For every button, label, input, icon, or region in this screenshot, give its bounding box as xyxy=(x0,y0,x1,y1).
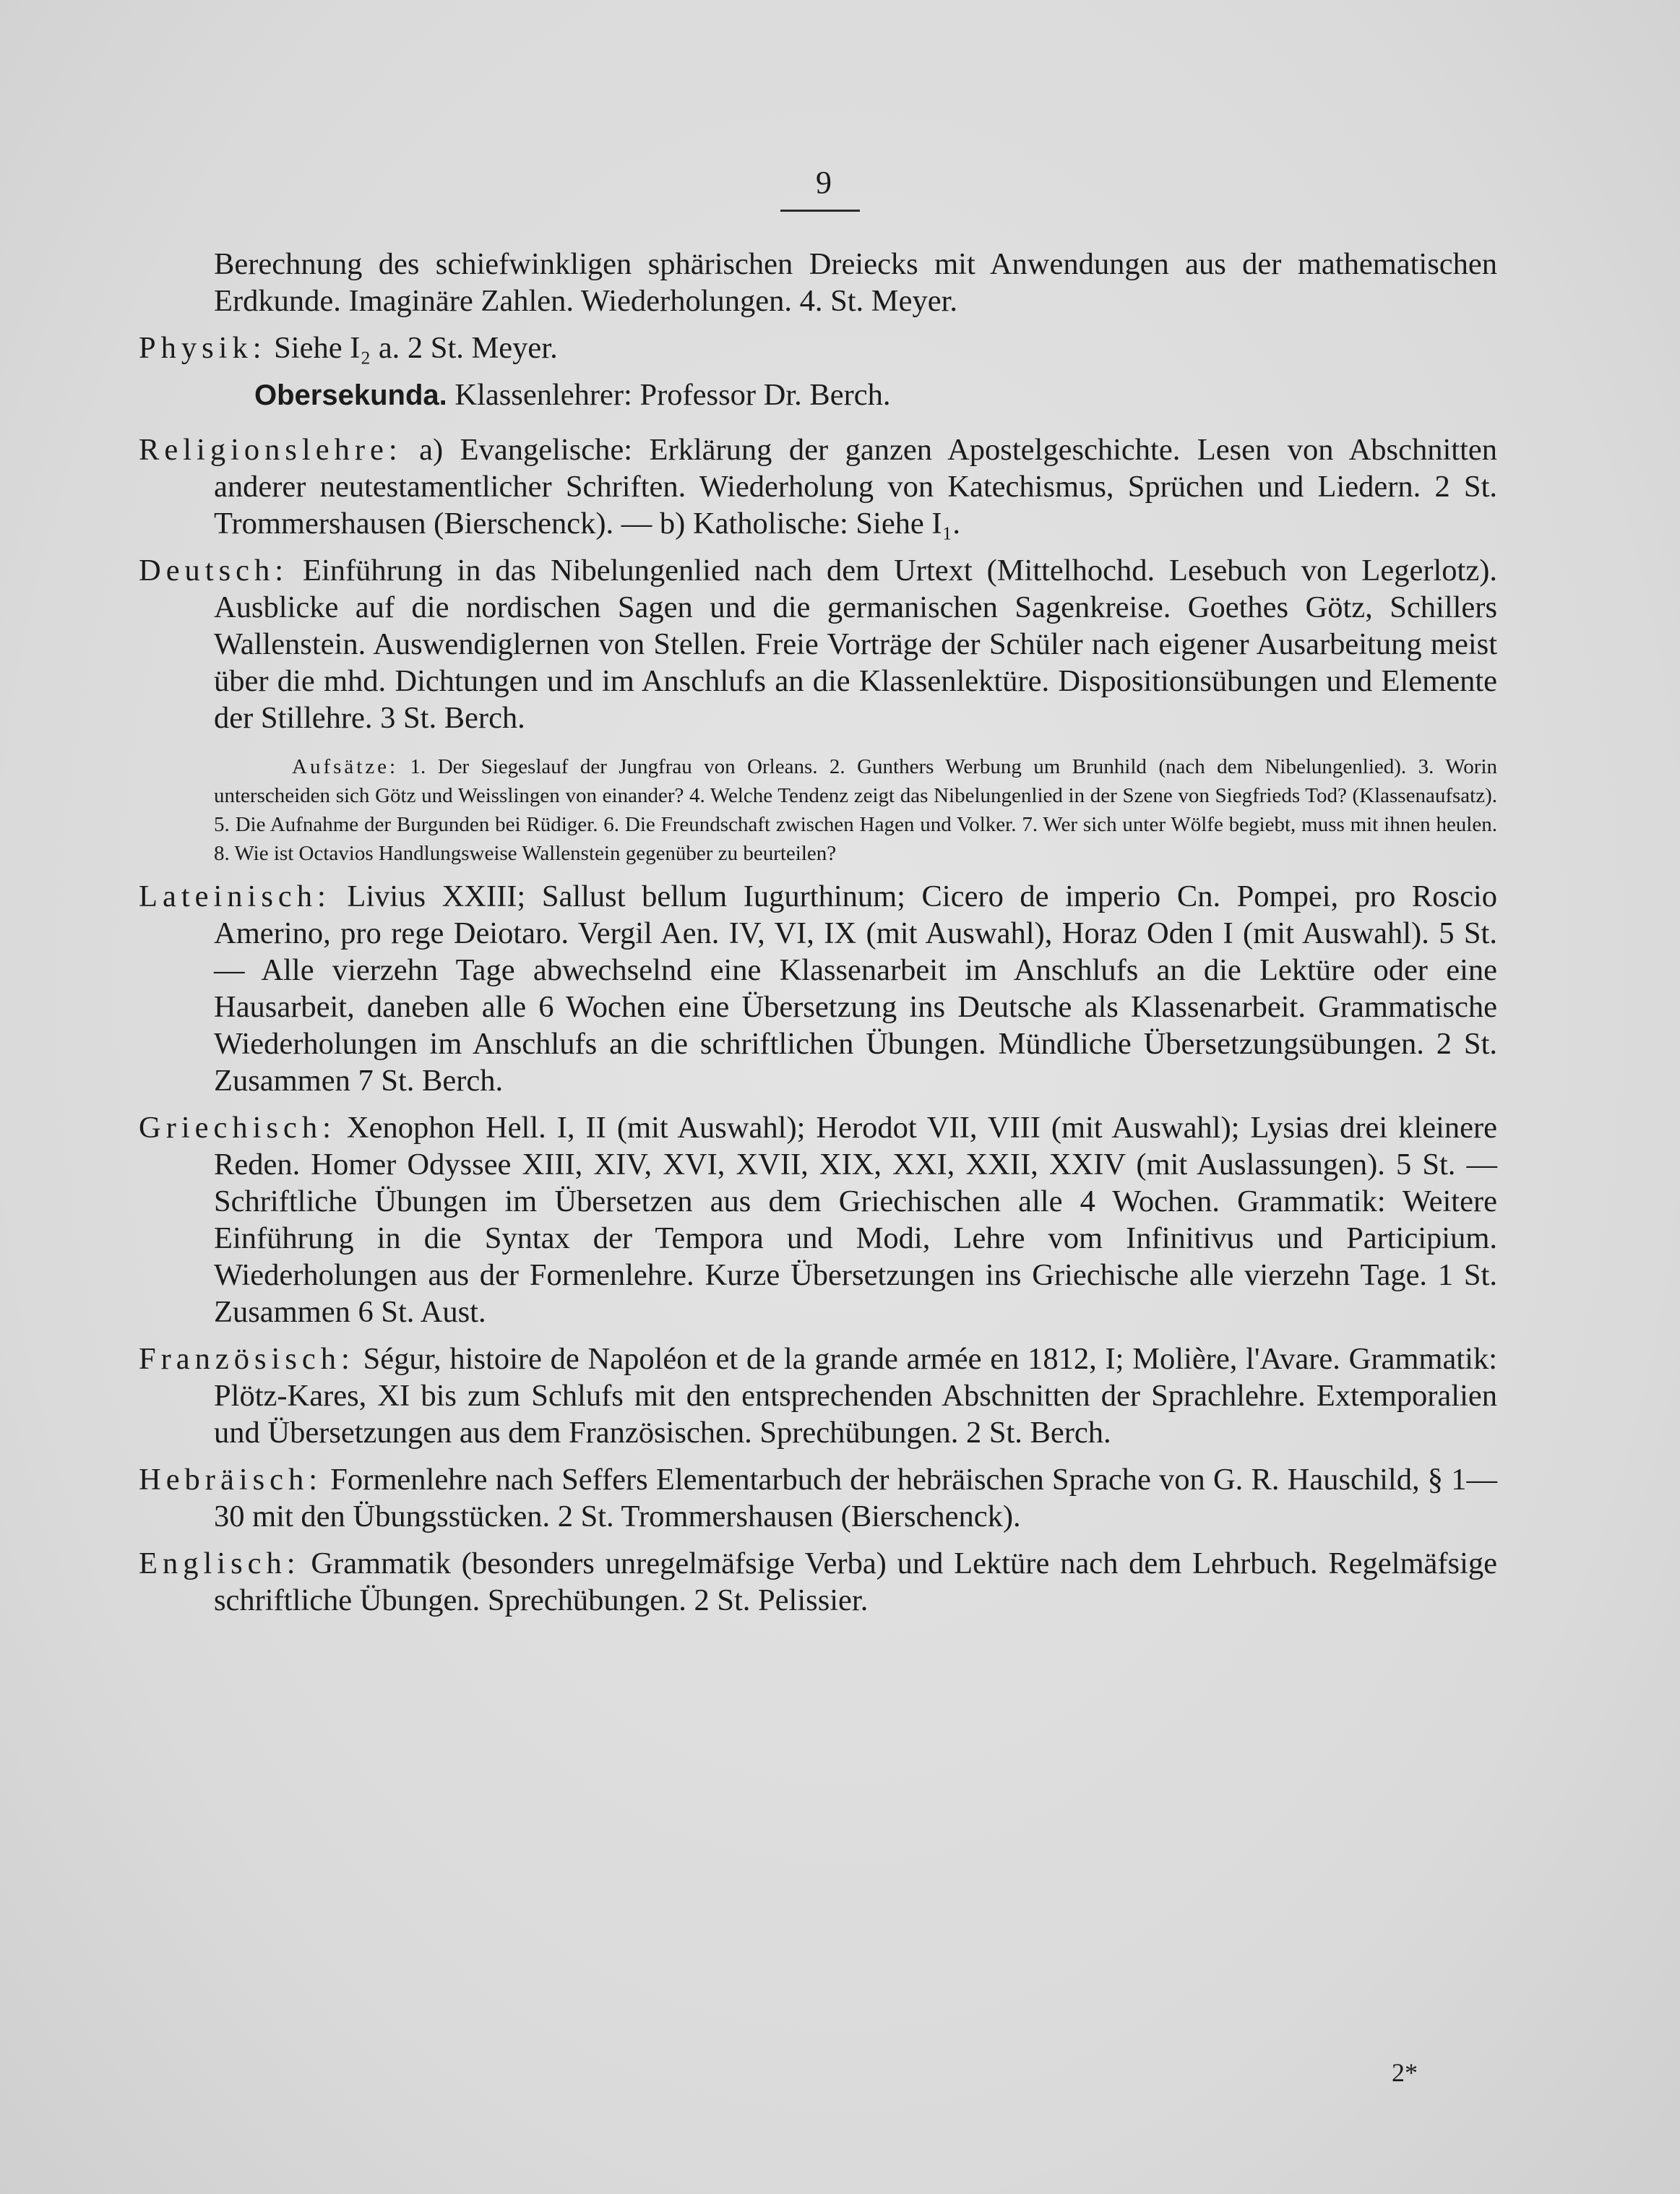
franzoesisch-text: Ségur, histoire de Napoléon et de la grande armée en 1812, I; Molière, l'Avare. Grammatik: Plötz-Kares, XI bis zum Schlufs mit den entsprechenden Abschnitten der Sprachlehre. Extemporalien und Übersetzungen aus dem Französischen. Sprechübungen. 2 St. Berch. xyxy=(214,1342,1498,1450)
page-body xyxy=(139,246,1497,1629)
religion-heading: Religionslehre: xyxy=(139,433,402,467)
physik-entry xyxy=(139,330,1497,366)
griechisch-entry xyxy=(139,1109,1497,1330)
physik-text: Siehe I₂ a. 2 St. Meyer. xyxy=(274,331,558,365)
franzoesisch-entry xyxy=(139,1341,1497,1451)
aufsaetze-heading: Aufsätze: xyxy=(292,755,399,778)
aufsaetze-entry xyxy=(139,752,1497,868)
englisch-text: Grammatik (besonders unregelmäfsige Verba) und Lektüre nach dem Lehrbuch. Regelmäfsige schriftliche Übungen. Sprechübungen. 2 St. Pelissier. xyxy=(214,1546,1497,1617)
hebraeisch-entry xyxy=(139,1461,1497,1535)
latein-heading: Lateinisch: xyxy=(139,879,331,913)
section-title: Obersekunda. xyxy=(254,379,447,411)
physik-heading: Physik: xyxy=(139,331,267,365)
religion-entry xyxy=(139,431,1497,542)
griechisch-text: Xenophon Hell. I, II (mit Auswahl); Herodot VII, VIII (mit Auswahl); Lysias drei kleinere Reden. Homer Odyssee XIII, XIV, XVI, XVII, XIX, XXI, XXII, XXIV (mit Auslassungen). 5 St. — Schriftliche Übungen im Übersetzen aus dem Griechischen alle 4 Wochen. Grammatik: Weitere Einführung in die Syntax der Tempora und Modi, Lehre vom Infinitivus und Participium. Wiederholungen aus der Formenlehre. Kurze Übersetzungen ins Griechische alle vierzehn Tage. 1 St. Zusammen 6 St. Aust. xyxy=(214,1111,1497,1329)
deutsch-heading: Deutsch: xyxy=(139,554,289,588)
englisch-entry xyxy=(139,1545,1497,1619)
section-heading xyxy=(139,377,1497,414)
deutsch-entry xyxy=(139,552,1497,736)
griechisch-heading: Griechisch: xyxy=(139,1111,336,1145)
aufsaetze-text: 1. Der Siegeslauf der Jungfrau von Orleans. 2. Gunthers Werbung um Brunhild (nach dem Nibelungenlied). 3. Worin unterscheiden sich Götz und Weisslingen von einander? 4. Welche Tendenz zeigt das Nibelungenlied in der Szene von Siegfrieds Tod? (Klassenaufsatz). 5. Die Aufnahme der Burgunden bei Rüdiger. 6. Die Freundschaft zwischen Hagen und Volker. 7. Wer sich unter Wölfe begiebt, muss mit ihnen heulen. 8. Wie ist Octavios Handlungsweise Wallenstein gegenüber zu beurteilen? xyxy=(214,755,1497,865)
deutsch-text: Einführung in das Nibelungenlied nach dem Urtext (Mittelhochd. Lesebuch von Legerlotz). Ausblicke auf die nordischen Sagen und die germanischen Sagenkreise. Goethes Götz, Schillers Wallenstein. Auswendiglernen von Stellen. Freie Vorträge der Schüler nach eigener Ausarbeitung meist über die mhd. Dichtungen und im Anschlufs an die Klassenlektüre. Dispositionsübungen und Elemente der Stillehre. 3 St. Berch. xyxy=(214,554,1497,735)
latein-entry xyxy=(139,878,1497,1099)
page-number-rule xyxy=(780,210,860,212)
page-number: 9 xyxy=(816,165,832,200)
section-class-teacher: Klassenlehrer: Professor Dr. Berch. xyxy=(455,378,891,412)
signature-mark: 2* xyxy=(1392,2058,1418,2087)
mathematik-continuation: Berechnung des schiefwinkligen sphärischen Dreiecks mit Anwendungen aus der mathematischen Erdkunde. Imaginäre Zahlen. Wiederholungen. 4. St. Meyer. xyxy=(214,247,1497,318)
latein-text: Livius XXIII; Sallust bellum Iugurthinum; Cicero de imperio Cn. Pompei, pro Roscio Amerino, pro rege Deiotaro. Vergil Aen. IV, VI, IX (mit Auswahl), Horaz Oden I (mit Auswahl). 5 St. — Alle vierzehn Tage abwechselnd eine Klassenarbeit im Anschlufs an die Lektüre oder eine Hausarbeit, daneben alle 6 Wochen eine Übersetzung ins Deutsche als Klassenarbeit. Grammatische Wiederholungen im Anschlufs an die schriftlichen Übungen. Mündliche Übersetzungsübungen. 2 St. Zusammen 7 St. Berch. xyxy=(214,879,1497,1098)
hebraeisch-heading: Hebräisch: xyxy=(139,1463,323,1497)
religion-text: a) Evangelische: Erklärung der ganzen Apostelgeschichte. Lesen von Abschnitten anderer neutestamentlicher Schriften. Wiederholung von Katechismus, Sprüchen und Liedern. 2 St. Trommershausen (Bierschenck). — b) Katholische: Siehe I₁. xyxy=(214,433,1498,541)
hebraeisch-text: Formenlehre nach Seffers Elementarbuch der hebräischen Sprache von G. R. Hauschild, § 1—30 mit den Übungsstücken. 2 St. Trommershausen (Bierschenck). xyxy=(214,1463,1497,1533)
englisch-heading: Englisch: xyxy=(139,1546,301,1580)
franzoesisch-heading: Französisch: xyxy=(139,1342,355,1376)
